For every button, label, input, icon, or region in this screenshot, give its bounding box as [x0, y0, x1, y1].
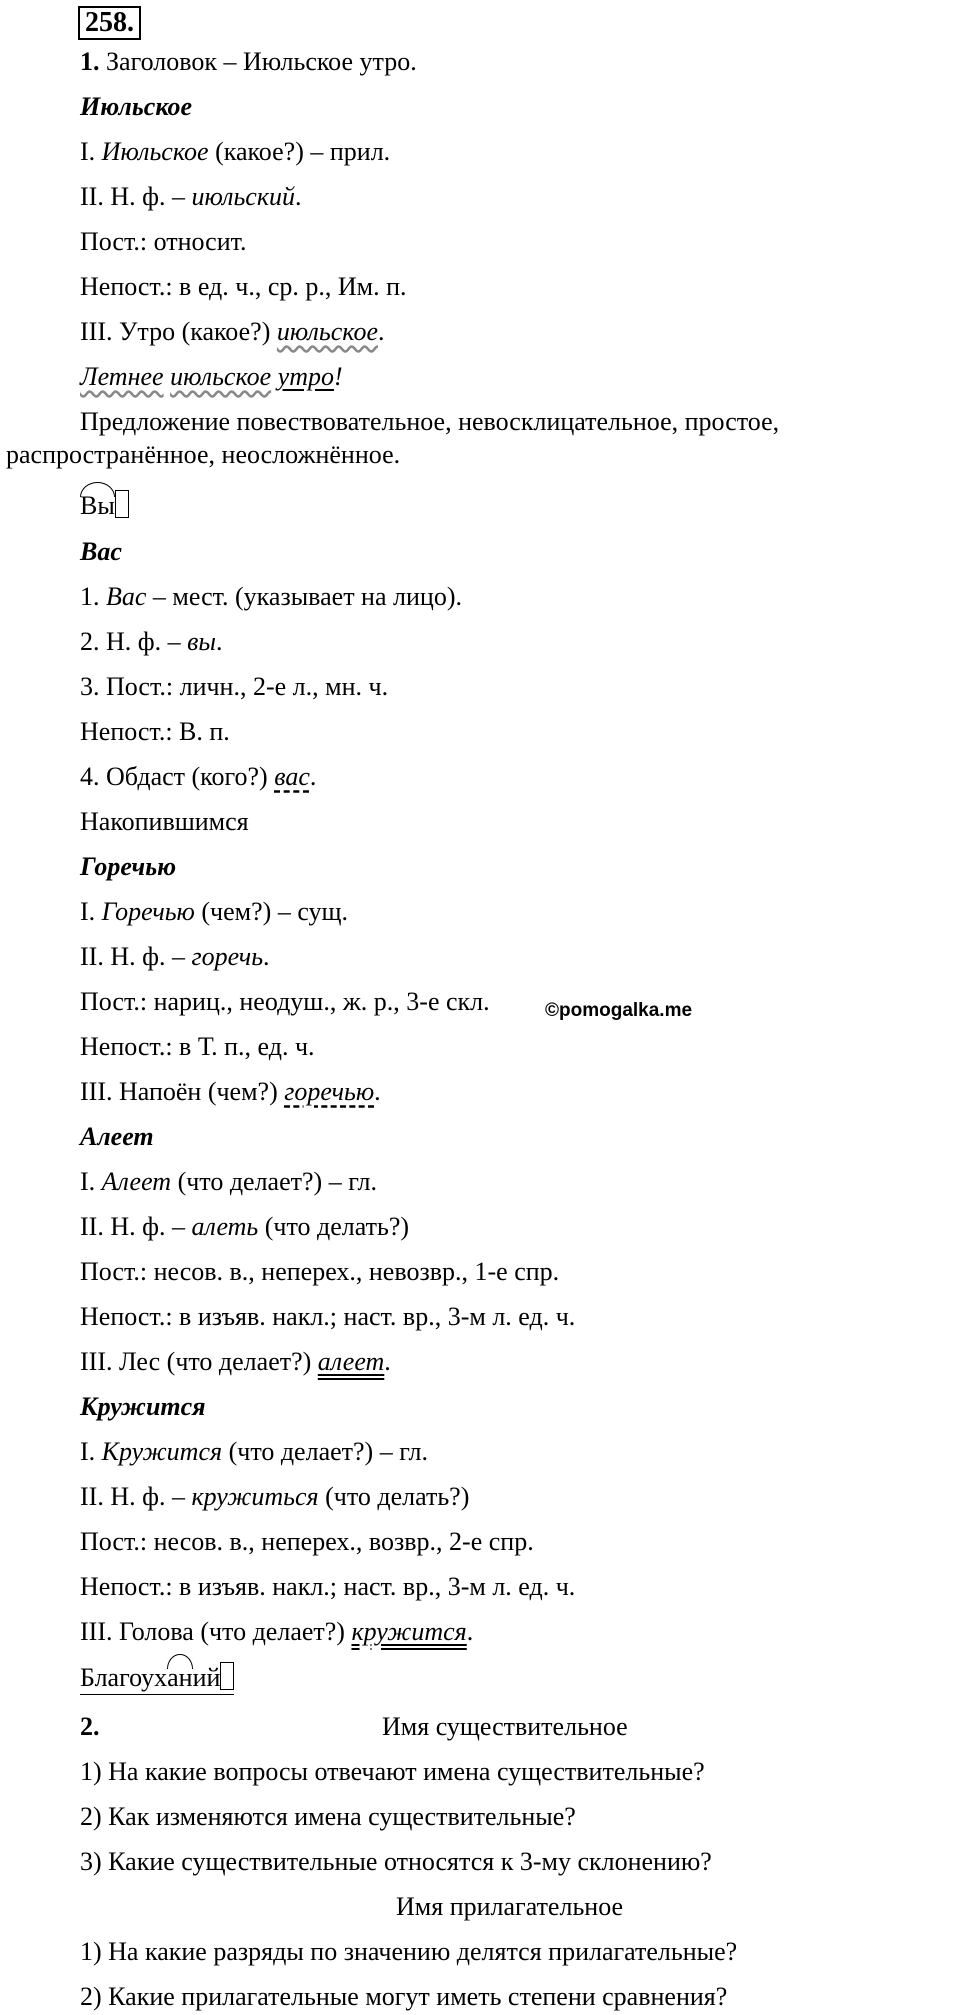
- text-line: II. Н. ф. – горечь.: [80, 942, 270, 971]
- text-line: III. Лес (что делает?) алеет.: [80, 1347, 391, 1376]
- text-line: Пост.: несов. в., неперех., невозвр., 1-е спр.: [80, 1257, 560, 1286]
- text-line: Непост.: в изъяв. накл.; наст. вр., 3-м л. ед. ч.: [80, 1572, 576, 1601]
- ending-box: [115, 490, 129, 518]
- text-line: I. Алеет (что делает?) – гл.: [80, 1167, 378, 1196]
- text-line: Пост.: нариц., неодуш., ж. р., 3-е скл.: [80, 987, 490, 1016]
- section-title: Имя прилагательное: [396, 1892, 624, 1921]
- text-line: 3. Пост.: личн., 2-е л., мн. ч.: [80, 672, 389, 701]
- text-line: II. Н. ф. – кружиться (что делать?): [80, 1482, 470, 1511]
- text-line: 4. Обдаст (кого?) вас.: [80, 762, 317, 791]
- word-heading: Кружится: [80, 1392, 206, 1421]
- question-line: 2) Как изменяются имена существительные?: [80, 1802, 576, 1831]
- word-heading: Июльское: [80, 92, 193, 121]
- ending-box: [220, 1662, 234, 1690]
- root-arc: [167, 1654, 192, 1669]
- text-line: Непост.: в ед. ч., ср. р., Им. п.: [80, 272, 407, 301]
- question-line: 1) На какие вопросы отвечают имена существительные?: [80, 1757, 705, 1786]
- text-line: Непост.: в изъяв. накл.; наст. вр., 3-м л. ед. ч.: [80, 1302, 576, 1331]
- text-line: III. Напоён (чем?) горечью.: [80, 1077, 381, 1106]
- word-heading: Вас: [80, 537, 122, 566]
- morpheme-diagram: Вы: [80, 490, 129, 522]
- question-line: 2) Какие прилагательные могут иметь степени сравнения?: [80, 1982, 728, 2011]
- morpheme-diagram: Благоух аний: [80, 1662, 234, 1695]
- exercise-number: 258.: [78, 6, 141, 40]
- text-line: III. Утро (какое?) июльское.: [80, 317, 385, 346]
- text-line: 2. Н. ф. – вы.: [80, 627, 223, 656]
- question-line: 3) Какие существительные относятся к 3-му склонению?: [80, 1847, 712, 1876]
- text-line: распространённое, неосложнённое.: [6, 440, 401, 469]
- text-line: Непост.: в Т. п., ед. ч.: [80, 1032, 315, 1061]
- text-line: III. Голова (что делает?) кружится.: [80, 1617, 474, 1646]
- text-line: I. Июльское (какое?) – прил.: [80, 137, 391, 166]
- text-line: Летнее июльское утро!: [80, 362, 343, 391]
- text-line: I. Кружится (что делает?) – гл.: [80, 1437, 429, 1466]
- text-line: Предложение повествовательное, невосклицательное, простое,: [80, 407, 780, 436]
- watermark: ©pomogalka.me: [545, 1000, 693, 1021]
- text-line: Непост.: В. п.: [80, 717, 230, 746]
- text-line: I. Горечью (чем?) – сущ.: [80, 897, 349, 926]
- text-line: 1. Вас – мест. (указывает на лицо).: [80, 582, 462, 611]
- word-heading: Алеет: [80, 1122, 154, 1151]
- text-line: II. Н. ф. – алеть (что делать?): [80, 1212, 410, 1241]
- section-number: 2.: [80, 1712, 100, 1741]
- question-line: 1) На какие разряды по значению делятся прилагательные?: [80, 1937, 738, 1966]
- word-heading: Горечью: [80, 852, 177, 881]
- text-line: Пост.: относит.: [80, 227, 247, 256]
- text-line: II. Н. ф. – июльский.: [80, 182, 302, 211]
- text-line: Пост.: несов. в., неперех., возвр., 2-е спр.: [80, 1527, 534, 1556]
- text-line: 1. Заголовок – Июльское утро.: [80, 47, 417, 76]
- root-arc: [80, 482, 115, 497]
- text-line: Накопившимся: [80, 807, 249, 836]
- section-title: Имя существительное: [382, 1712, 628, 1741]
